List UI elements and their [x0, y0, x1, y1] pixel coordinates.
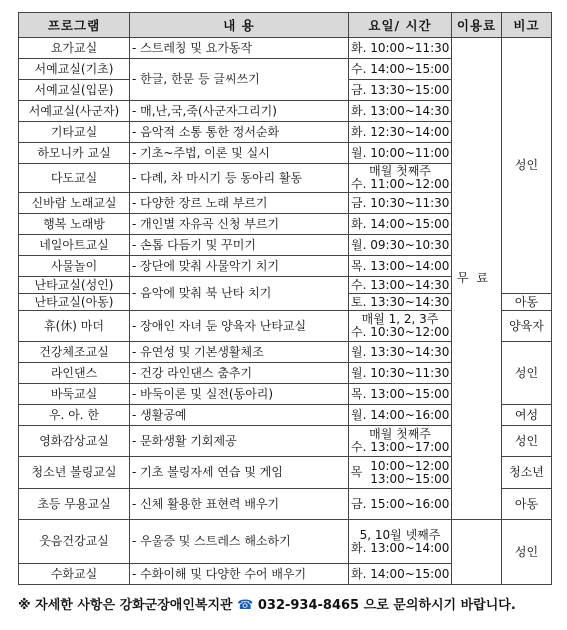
header-time: 요일/ 시간 — [349, 13, 452, 38]
program-name: 난타교실(아동) — [19, 294, 130, 311]
fee-cell-empty — [452, 520, 502, 585]
program-time — [349, 235, 452, 256]
program-content: - 기초~주법, 이론 및 실시 — [130, 143, 349, 164]
program-time — [349, 384, 452, 405]
program-time — [349, 405, 452, 426]
time-line: 토. 13:30~14:30 — [351, 294, 450, 309]
program-time — [349, 38, 452, 59]
program-time — [349, 489, 452, 520]
header-content: 내 용 — [130, 13, 349, 38]
time-line: 화. 10:00~11:30 — [351, 40, 450, 55]
program-content: - 문화생활 기회제공 — [130, 426, 349, 457]
program-name: 요가교실 — [19, 38, 130, 59]
footer-phone: 032-934-8465 — [257, 598, 360, 613]
time-slots — [370, 460, 449, 486]
program-time — [349, 256, 452, 277]
time-line: 수. 14:00~15:00 — [351, 61, 450, 76]
time-line: 목. 13:00~15:00 — [351, 386, 450, 401]
program-time — [349, 277, 452, 294]
program-time — [349, 294, 452, 311]
time-line: 10:00~12:00 — [370, 458, 450, 473]
time-line: 수. 13:00~14:30 — [351, 277, 450, 292]
time-line: 수. 11:00~12:00 — [351, 177, 450, 191]
note-cell: 여성 — [502, 405, 552, 426]
program-content: - 기초 볼링자세 연습 및 게임 — [130, 457, 349, 489]
program-name: 건강체조교실 — [19, 342, 130, 363]
program-name: 영화감상교실 — [19, 426, 130, 457]
program-name: 우. 아. 한 — [19, 405, 130, 426]
program-content: - 바둑이론 및 실전(동아리) — [130, 384, 349, 405]
header-note: 비고 — [502, 13, 552, 38]
program-name: 행복 노래방 — [19, 214, 130, 235]
footer-prefix: ※ 자세한 사항은 강화군장애인복지관 — [18, 598, 233, 613]
program-name: 네일아트교실 — [19, 235, 130, 256]
program-content: - 신체 활용한 표현력 배우기 — [130, 489, 349, 520]
note-cell: 아동 — [502, 294, 552, 311]
table-header-row — [19, 13, 552, 38]
program-content: - 한글, 한문 등 글씨쓰기 — [130, 59, 349, 101]
time-line: 매월 1, 2, 3주 — [361, 312, 439, 326]
time-line: 월. 09:30~10:30 — [351, 237, 450, 252]
time-line: 매월 첫째주 — [369, 427, 431, 441]
program-name: 바둑교실 — [19, 384, 130, 405]
program-content: - 생활공예 — [130, 405, 349, 426]
phone-icon: ☎ — [237, 598, 254, 613]
program-content: - 다양한 장르 노래 부르기 — [130, 193, 349, 214]
table-row — [19, 520, 552, 564]
program-name: 휴(休) 마더 — [19, 311, 130, 342]
program-time — [349, 80, 452, 101]
time-line: 화. 13:00~14:00 — [351, 540, 450, 555]
time-line: 화. 14:00~15:00 — [351, 216, 450, 231]
program-name: 다도교실 — [19, 164, 130, 193]
program-content: - 스트레칭 및 요가동작 — [130, 38, 349, 59]
fee-cell: 무료 — [452, 38, 502, 520]
program-content: - 우울증 및 스트레스 해소하기 — [130, 520, 349, 564]
time-line: 화. 12:30~14:00 — [351, 124, 450, 139]
program-content: - 손톱 다듬기 및 꾸미기 — [130, 235, 349, 256]
program-time — [349, 311, 452, 342]
program-time — [349, 143, 452, 164]
program-content: - 수화이해 및 다양한 수어 배우기 — [130, 564, 349, 585]
note-cell: 성인 — [502, 426, 552, 457]
time-line: 월. 10:00~11:00 — [351, 145, 450, 160]
program-time — [349, 426, 452, 457]
time-line: 월. 13:30~14:30 — [351, 344, 450, 359]
program-content: - 다례, 차 마시기 등 동아리 활동 — [130, 164, 349, 193]
time-line: 화. 14:00~15:00 — [351, 566, 450, 581]
program-name: 사물놀이 — [19, 256, 130, 277]
program-time — [349, 164, 452, 193]
note-cell: 성인 — [502, 520, 552, 585]
program-name: 웃음건강교실 — [19, 520, 130, 564]
table-row — [19, 38, 552, 59]
program-content: - 개인별 자유곡 신청 부르기 — [130, 214, 349, 235]
program-content: - 장단에 맞춰 사물악기 치기 — [130, 256, 349, 277]
program-time — [349, 122, 452, 143]
time-line: 화. 13:00~14:30 — [351, 103, 450, 118]
program-name: 초등 무용교실 — [19, 489, 130, 520]
note-cell: 성인 — [502, 38, 552, 294]
program-name: 신바람 노래교실 — [19, 193, 130, 214]
program-name: 기타교실 — [19, 122, 130, 143]
program-time — [349, 564, 452, 585]
time-line: 13:00~15:00 — [370, 471, 450, 486]
note-cell: 아동 — [502, 489, 552, 520]
program-name: 서예교실(입문) — [19, 80, 130, 101]
program-content: - 매,난,국,죽(사군자그리기) — [130, 101, 349, 122]
time-line: 금. 10:30~11:30 — [351, 195, 450, 210]
program-name: 청소년 볼링교실 — [19, 457, 130, 489]
program-time — [349, 363, 452, 384]
program-time — [349, 59, 452, 80]
time-line: 수. 13:00~17:00 — [351, 440, 450, 454]
time-day: 목 — [350, 465, 363, 479]
note-cell: 성인 — [502, 342, 552, 405]
program-time — [349, 101, 452, 122]
program-content: - 건강 라인댄스 춤추기 — [130, 363, 349, 384]
program-name: 난타교실(성인) — [19, 277, 130, 294]
time-line: 월. 10:30~11:30 — [351, 365, 450, 380]
program-name: 라인댄스 — [19, 363, 130, 384]
program-time — [349, 520, 452, 564]
note-cell: 청소년 — [502, 457, 552, 489]
time-line: 월. 14:00~16:00 — [351, 407, 450, 422]
program-content: - 유연성 및 기본생활체조 — [130, 342, 349, 363]
program-name: 수화교실 — [19, 564, 130, 585]
program-time — [349, 457, 452, 489]
program-content: - 장애인 자녀 둔 양육자 난타교실 — [130, 311, 349, 342]
time-line: 5, 10월 넷째주 — [359, 527, 441, 542]
program-name: 하모니카 교실 — [19, 143, 130, 164]
program-time — [349, 193, 452, 214]
time-line: 수. 10:30~12:00 — [351, 325, 450, 339]
time-line: 금. 15:00~16:00 — [351, 496, 450, 511]
footer-suffix: 으로 문의하시기 바랍니다. — [363, 598, 516, 613]
time-line: 목. 13:00~14:00 — [351, 258, 450, 273]
header-fee: 이용료 — [452, 13, 502, 38]
note-cell: 양육자 — [502, 311, 552, 342]
program-content: - 음악적 소통 통한 정서순화 — [130, 122, 349, 143]
program-schedule-table — [18, 12, 552, 585]
program-time — [349, 342, 452, 363]
program-name: 서예교실(사군자) — [19, 101, 130, 122]
footer-note — [18, 594, 558, 613]
program-content: - 음악에 맞춰 북 난타 치기 — [130, 277, 349, 311]
time-line: 금. 13:30~15:00 — [351, 82, 450, 97]
time-group — [351, 460, 449, 486]
header-program: 프로그램 — [19, 13, 130, 38]
program-time — [349, 214, 452, 235]
time-line: 매월 첫째주 — [369, 164, 431, 178]
program-name: 서예교실(기초) — [19, 59, 130, 80]
